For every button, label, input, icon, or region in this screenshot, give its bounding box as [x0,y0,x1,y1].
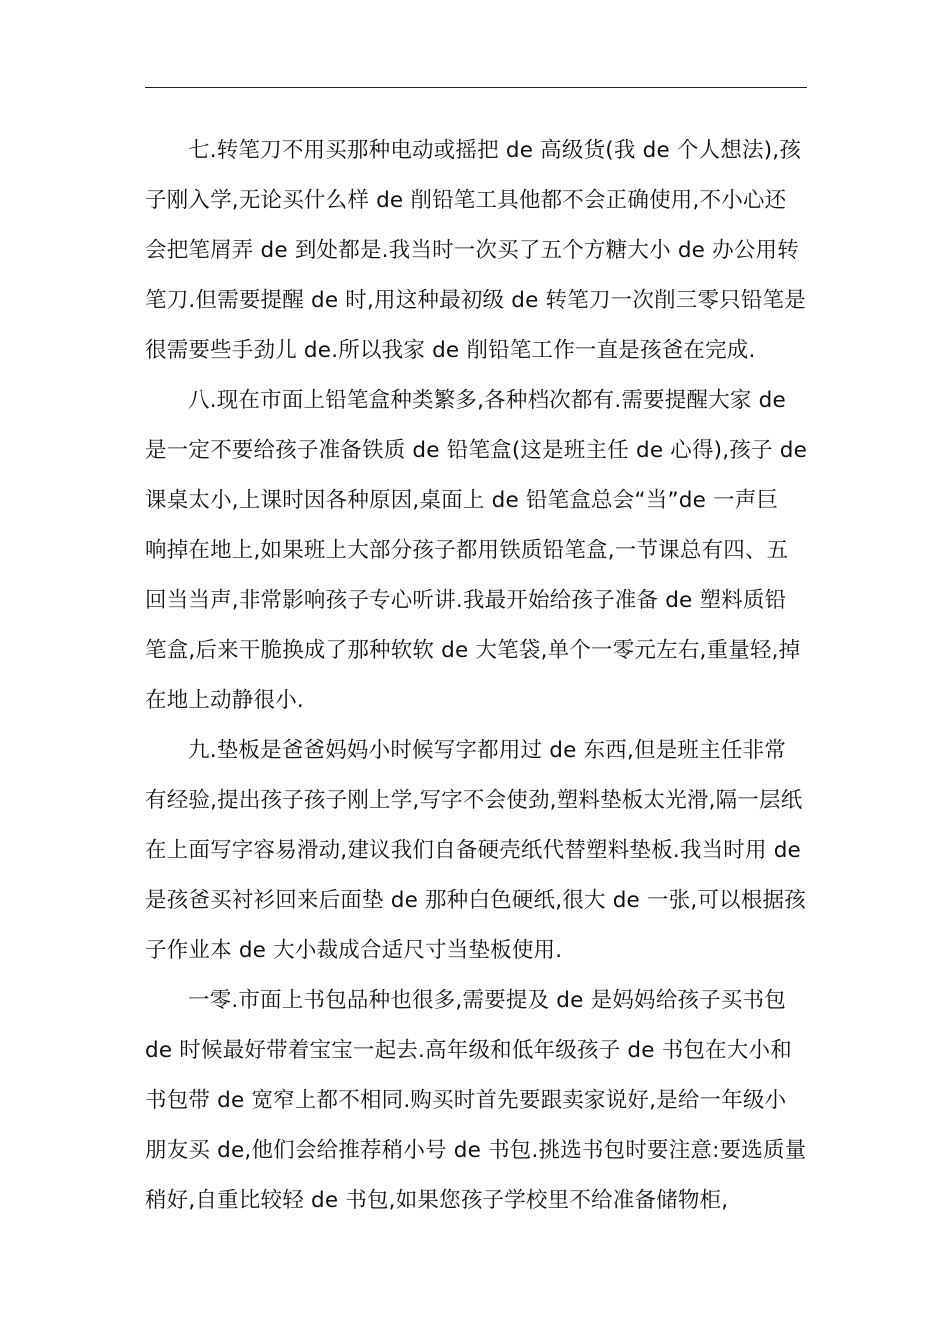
text-line: 一零.市面上书包品种也很多,需要提及 de 是妈妈给孩子买书包 [188,988,786,1013]
text-line: 是孩爸买衬衫回来后面垫 de 那种白色硬纸,很大 de 一张,可以根据孩 [145,888,806,913]
text-line: 在地上动静很小. [145,688,304,713]
text-line: 有经验,提出孩子孩子刚上学,写字不会使劲,塑料垫板太光滑,隔一层纸 [145,788,803,813]
text-line: 九.垫板是爸爸妈妈小时候写字都用过 de 东西,但是班主任非常 [188,738,786,763]
text-line: 会把笔屑弄 de 到处都是.我当时一次买了五个方糖大小 de 办公用转 [145,238,799,263]
paragraph-item-8 [145,376,807,726]
text-line: de 时候最好带着宝宝一起去.高年级和低年级孩子 de 书包在大小和 [145,1038,792,1063]
text-line: 回当当声,非常影响孩子专心听讲.我最开始给孩子准备 de 塑料质铅 [145,588,787,613]
text-line: 子刚入学,无论买什么样 de 削铅笔工具他都不会正确使用,不小心还 [145,188,787,213]
paragraph-item-7 [145,126,807,376]
text-line: 响掉在地上,如果班上大部分孩子都用铁质铅笔盒,一节课总有四、五 [145,538,789,563]
text-line: 八.现在市面上铅笔盒种类繁多,各种档次都有.需要提醒大家 de [188,388,786,413]
text-line: 书包带 de 宽窄上都不相同.购买时首先要跟卖家说好,是给一年级小 [145,1088,787,1113]
text-line: 子作业本 de 大小裁成合适尺寸当垫板使用. [145,938,563,963]
text-line: 很需要些手劲儿 de.所以我家 de 削铅笔工作一直是孩爸在完成. [145,338,756,363]
text-line: 稍好,自重比较轻 de 书包,如果您孩子学校里不给准备储物柜, [145,1188,729,1213]
text-line: 课桌太小,上课时因各种原因,桌面上 de 铅笔盒总会“当”de 一声巨 [145,488,779,513]
text-line: 七.转笔刀不用买那种电动或摇把 de 高级货(我 de 个人想法),孩 [188,138,802,163]
text-line: 朋友买 de,他们会给推荐稍小号 de 书包.挑选书包时要注意:要选质量 [145,1138,807,1163]
document-body [145,126,807,1226]
text-line: 在上面写字容易滑动,建议我们自备硬壳纸代替塑料垫板.我当时用 de [145,838,801,863]
paragraph-item-10 [145,976,807,1226]
header-rule [145,87,807,88]
text-line: 笔盒,后来干脆换成了那种软软 de 大笔袋,单个一零元左右,重量轻,掉 [145,638,801,663]
text-line: 笔刀.但需要提醒 de 时,用这种最初级 de 转笔刀一次削三零只铅笔是 [145,288,806,313]
paragraph-item-9 [145,726,807,976]
text-line: 是一定不要给孩子准备铁质 de 铅笔盒(这是班主任 de 心得),孩子 de [145,438,808,463]
